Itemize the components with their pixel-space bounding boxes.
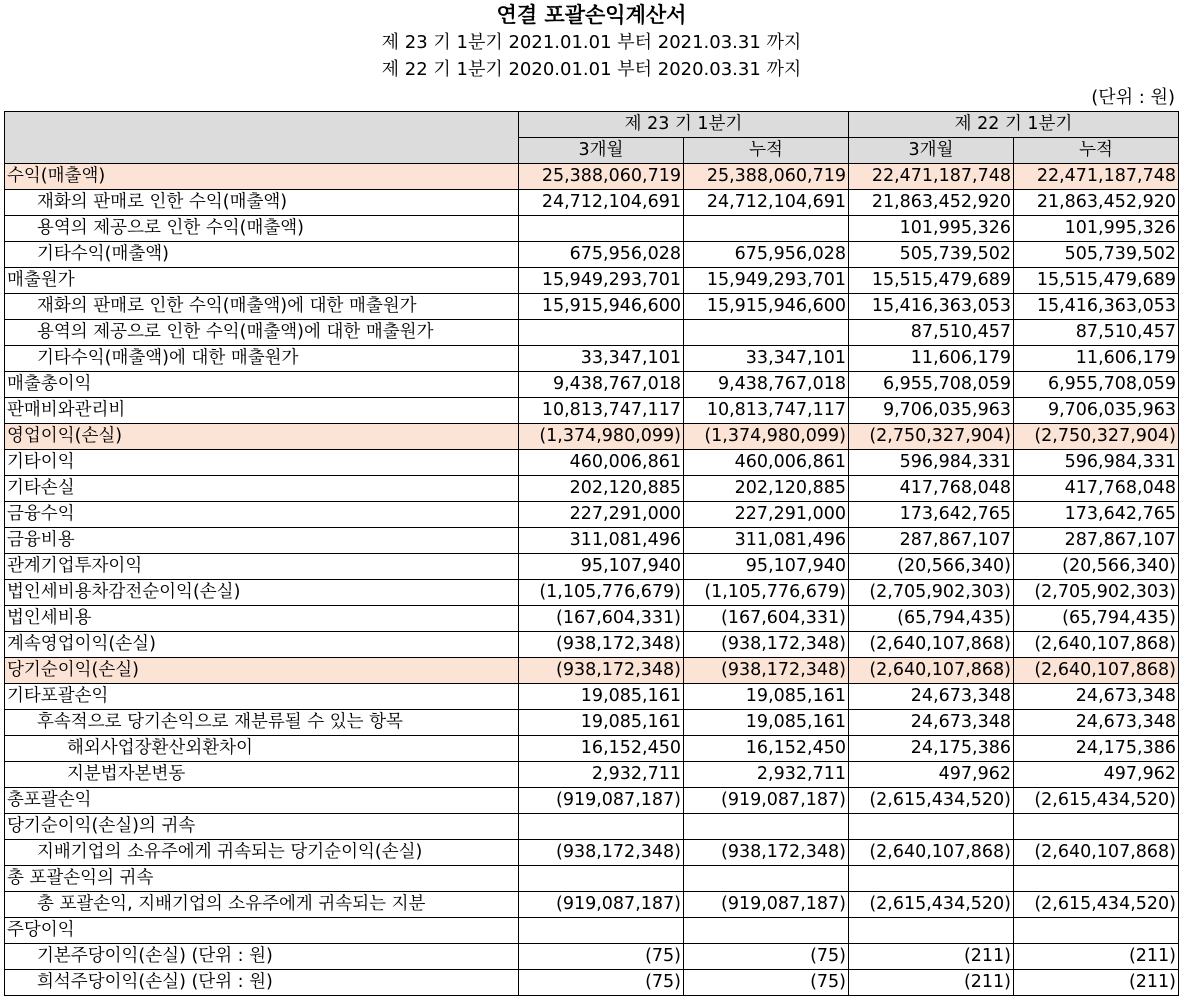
row-value [684,814,849,840]
header-current-cumulative: 누적 [684,138,849,164]
row-value: (919,087,187) [684,892,849,918]
header-current-3m: 3개월 [519,138,684,164]
row-value: (938,172,348) [519,658,684,684]
row-value: (2,640,107,868) [1014,658,1179,684]
row-value [684,216,849,242]
row-value: 21,863,452,920 [849,190,1014,216]
document-title: 연결 포괄손익계산서 [496,3,687,27]
row-label: 용역의 제공으로 인한 수익(매출액) [5,216,519,242]
row-value: (2,750,327,904) [1014,424,1179,450]
table-row [5,710,1179,736]
row-value: 2,932,711 [519,762,684,788]
row-label: 관계기업투자이익 [5,554,519,580]
table-row [5,944,1179,970]
row-value: 9,438,767,018 [519,372,684,398]
row-value: (167,604,331) [519,606,684,632]
row-value: 460,006,861 [684,450,849,476]
row-label: 기타이익 [5,450,519,476]
table-row [5,528,1179,554]
header-group-current: 제 23 기 1분기 [519,112,849,138]
table-row [5,866,1179,892]
row-value: 87,510,457 [1014,320,1179,346]
row-value: 6,955,708,059 [849,372,1014,398]
row-value: (938,172,348) [684,840,849,866]
row-value: 287,867,107 [1014,528,1179,554]
row-value: (2,705,902,303) [1014,580,1179,606]
table-row [5,580,1179,606]
table-row [5,840,1179,866]
row-value: (2,640,107,868) [849,632,1014,658]
table-row [5,892,1179,918]
table-row [5,554,1179,580]
row-value: 596,984,331 [849,450,1014,476]
row-value: 15,515,479,689 [849,268,1014,294]
row-value: 675,956,028 [684,242,849,268]
row-value: (2,615,434,520) [1014,788,1179,814]
row-value: (167,604,331) [684,606,849,632]
row-value: 22,471,187,748 [849,164,1014,190]
row-value: 173,642,765 [1014,502,1179,528]
row-value [849,866,1014,892]
table-row [5,658,1179,684]
income-statement-table [4,111,1179,996]
row-value: 287,867,107 [849,528,1014,554]
row-value: 24,673,348 [849,710,1014,736]
row-value: 311,081,496 [684,528,849,554]
row-value: 505,739,502 [849,242,1014,268]
row-value: 6,955,708,059 [1014,372,1179,398]
row-label: 당기순이익(손실)의 귀속 [5,814,519,840]
row-value [519,814,684,840]
row-value: 15,915,946,600 [519,294,684,320]
table-row [5,346,1179,372]
row-value [1014,866,1179,892]
row-value [1014,918,1179,944]
row-value: (65,794,435) [849,606,1014,632]
row-label: 당기순이익(손실) [5,658,519,684]
unit-label: (단위 : 원) [1091,87,1175,108]
row-label: 기타손실 [5,476,519,502]
row-value: 227,291,000 [684,502,849,528]
table-row [5,502,1179,528]
row-value: 15,515,479,689 [1014,268,1179,294]
row-value: (211) [1014,970,1179,996]
row-value: 19,085,161 [684,684,849,710]
row-label: 기타포괄손익 [5,684,519,710]
row-label: 후속적으로 당기손익으로 재분류될 수 있는 항목 [5,710,519,736]
table-row [5,320,1179,346]
row-value: (938,172,348) [519,632,684,658]
row-value: 95,107,940 [519,554,684,580]
row-value: 24,673,348 [1014,710,1179,736]
row-label: 법인세비용 [5,606,519,632]
header-prior-3m: 3개월 [849,138,1014,164]
row-label: 매출원가 [5,268,519,294]
row-label: 기타수익(매출액) [5,242,519,268]
row-value: 10,813,747,117 [684,398,849,424]
row-value [849,814,1014,840]
row-value [519,918,684,944]
row-value: 24,175,386 [849,736,1014,762]
row-value [1014,814,1179,840]
row-value: 202,120,885 [519,476,684,502]
row-value: 24,712,104,691 [519,190,684,216]
row-value: 202,120,885 [684,476,849,502]
row-value: 9,438,767,018 [684,372,849,398]
row-value: (1,105,776,679) [684,580,849,606]
row-value: (20,566,340) [849,554,1014,580]
row-value: 9,706,035,963 [849,398,1014,424]
row-value: 417,768,048 [849,476,1014,502]
row-value: 15,949,293,701 [684,268,849,294]
period-prior: 제 22 기 1분기 2020.01.01 부터 2020.03.31 까지 [381,59,802,80]
row-label: 법인세비용차감전순이익(손실) [5,580,519,606]
table-row [5,398,1179,424]
row-label: 해외사업장환산외환차이 [5,736,519,762]
row-label: 수익(매출액) [5,164,519,190]
table-row [5,918,1179,944]
row-value: 227,291,000 [519,502,684,528]
row-value: 21,863,452,920 [1014,190,1179,216]
row-value: (2,640,107,868) [1014,632,1179,658]
row-label: 총포괄손익 [5,788,519,814]
row-value: 497,962 [849,762,1014,788]
row-value: 15,416,363,053 [1014,294,1179,320]
row-value [849,918,1014,944]
table-row [5,372,1179,398]
row-value: 25,388,060,719 [519,164,684,190]
row-value: 505,739,502 [1014,242,1179,268]
row-value: (211) [849,970,1014,996]
row-value: (2,615,434,520) [849,892,1014,918]
row-value: (919,087,187) [684,788,849,814]
row-value: 173,642,765 [849,502,1014,528]
row-label: 희석주당이익(손실) (단위 : 원) [5,970,519,996]
row-label: 금융비용 [5,528,519,554]
row-value: (20,566,340) [1014,554,1179,580]
row-label: 판매비와관리비 [5,398,519,424]
row-value: 95,107,940 [684,554,849,580]
row-value: 22,471,187,748 [1014,164,1179,190]
row-value: (75) [684,970,849,996]
row-value: (75) [519,970,684,996]
table-row [5,606,1179,632]
table-row [5,736,1179,762]
row-value: (919,087,187) [519,892,684,918]
row-value: 33,347,101 [684,346,849,372]
row-label: 주당이익 [5,918,519,944]
row-value: 25,388,060,719 [684,164,849,190]
row-value [519,866,684,892]
row-value: 15,416,363,053 [849,294,1014,320]
row-value: 33,347,101 [519,346,684,372]
row-label: 총 포괄손익의 귀속 [5,866,519,892]
header-group-prior: 제 22 기 1분기 [849,112,1179,138]
row-label: 지분법자본변동 [5,762,519,788]
row-label: 재화의 판매로 인한 수익(매출액)에 대한 매출원가 [5,294,519,320]
row-value: 311,081,496 [519,528,684,554]
row-value: (919,087,187) [519,788,684,814]
table-row [5,970,1179,996]
row-value [519,320,684,346]
table-row [5,788,1179,814]
row-value: 596,984,331 [1014,450,1179,476]
row-label: 재화의 판매로 인한 수익(매출액) [5,190,519,216]
row-value: (2,640,107,868) [849,840,1014,866]
row-value: 24,673,348 [1014,684,1179,710]
row-label: 총 포괄손익, 지배기업의 소유주에게 귀속되는 지분 [5,892,519,918]
row-value: (211) [1014,944,1179,970]
row-label: 금융수익 [5,502,519,528]
row-value: 9,706,035,963 [1014,398,1179,424]
table-row [5,190,1179,216]
table-row [5,164,1179,190]
row-value: 2,932,711 [684,762,849,788]
row-value: (2,640,107,868) [1014,840,1179,866]
row-value [684,320,849,346]
row-value: 24,712,104,691 [684,190,849,216]
row-value: (75) [684,944,849,970]
row-label: 기타수익(매출액)에 대한 매출원가 [5,346,519,372]
row-value: (938,172,348) [684,632,849,658]
row-label: 계속영업이익(손실) [5,632,519,658]
row-value: 675,956,028 [519,242,684,268]
row-value: 87,510,457 [849,320,1014,346]
row-value: (2,615,434,520) [1014,892,1179,918]
row-value: 101,995,326 [1014,216,1179,242]
row-value: (75) [519,944,684,970]
table-row [5,632,1179,658]
table-row [5,216,1179,242]
row-value: 24,673,348 [849,684,1014,710]
row-label: 영업이익(손실) [5,424,519,450]
row-value: 10,813,747,117 [519,398,684,424]
row-value: (2,705,902,303) [849,580,1014,606]
row-value: (938,172,348) [519,840,684,866]
table-row [5,684,1179,710]
table-row [5,762,1179,788]
row-value: 19,085,161 [519,710,684,736]
row-value: 15,915,946,600 [684,294,849,320]
row-label: 용역의 제공으로 인한 수익(매출액)에 대한 매출원가 [5,320,519,346]
row-value [684,866,849,892]
row-value: 101,995,326 [849,216,1014,242]
row-value: 19,085,161 [684,710,849,736]
row-value [684,918,849,944]
row-value: (2,615,434,520) [849,788,1014,814]
row-label: 기본주당이익(손실) (단위 : 원) [5,944,519,970]
row-value: 460,006,861 [519,450,684,476]
row-value: 16,152,450 [519,736,684,762]
table-row [5,424,1179,450]
row-value: (65,794,435) [1014,606,1179,632]
header-prior-cumulative: 누적 [1014,138,1179,164]
row-value: 19,085,161 [519,684,684,710]
row-value: 417,768,048 [1014,476,1179,502]
table-row [5,476,1179,502]
row-value: (2,640,107,868) [849,658,1014,684]
row-value: (938,172,348) [684,658,849,684]
table-row [5,814,1179,840]
row-value [519,216,684,242]
row-value: 11,606,179 [849,346,1014,372]
row-label: 지배기업의 소유주에게 귀속되는 당기순이익(손실) [5,840,519,866]
row-value: 16,152,450 [684,736,849,762]
row-value: (2,750,327,904) [849,424,1014,450]
row-value: 24,175,386 [1014,736,1179,762]
row-value: (1,105,776,679) [519,580,684,606]
row-value: (1,374,980,099) [684,424,849,450]
table-row [5,242,1179,268]
table-row [5,450,1179,476]
row-value: 11,606,179 [1014,346,1179,372]
row-value: 15,949,293,701 [519,268,684,294]
row-value: (1,374,980,099) [519,424,684,450]
header-blank-cell [5,112,519,164]
table-row [5,268,1179,294]
period-current: 제 23 기 1분기 2021.01.01 부터 2021.03.31 까지 [381,32,802,53]
row-value: (211) [849,944,1014,970]
table-row [5,294,1179,320]
row-value: 497,962 [1014,762,1179,788]
row-label: 매출총이익 [5,372,519,398]
